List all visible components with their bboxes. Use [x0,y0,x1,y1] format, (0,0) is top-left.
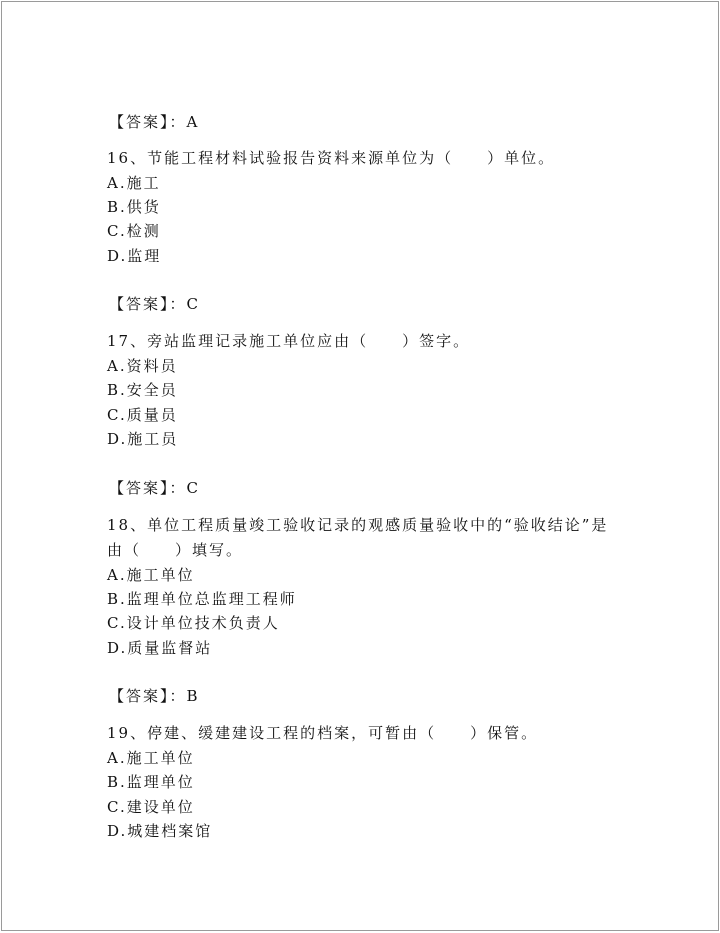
option-18-d: D.质量监督站 [107,639,213,657]
question-16: 16、节能工程材料试验报告资料来源单位为（ ）单位。 [107,149,556,167]
option-16-a: A.施工 [107,174,161,192]
option-17-a: A.资料员 [107,357,178,375]
answer-18: 【答案】：B [109,687,200,705]
option-18-c: C.设计单位技术负责人 [107,614,280,632]
option-19-d: D.城建档案馆 [107,822,213,840]
answer-16: 【答案】：C [109,295,200,313]
option-17-d: D.施工员 [107,430,179,448]
question-17: 17、旁站监理记录施工单位应由（ ）签字。 [107,332,471,350]
document-page [1,1,719,931]
option-19-a: A.施工单位 [107,749,195,767]
answer-15: 【答案】：A [109,113,200,131]
option-17-c: C.质量员 [107,406,178,424]
option-16-b: B.供货 [107,198,161,216]
option-16-c: C.检测 [107,222,161,240]
option-18-a: A.施工单位 [107,566,195,584]
question-18-line-2: 由（ ）填写。 [107,541,244,559]
option-16-d: D.监理 [107,247,162,265]
question-19: 19、停建、缓建建设工程的档案，可暂由（ ）保管。 [107,724,539,742]
answer-17: 【答案】：C [109,479,200,497]
option-19-b: B.监理单位 [107,773,195,791]
option-19-c: C.建设单位 [107,798,195,816]
question-18-line-1: 18、单位工程质量竣工验收记录的观感质量验收中的“验收结论”是 [107,516,609,534]
option-17-b: B.安全员 [107,381,178,399]
option-18-b: B.监理单位总监理工程师 [107,590,297,608]
